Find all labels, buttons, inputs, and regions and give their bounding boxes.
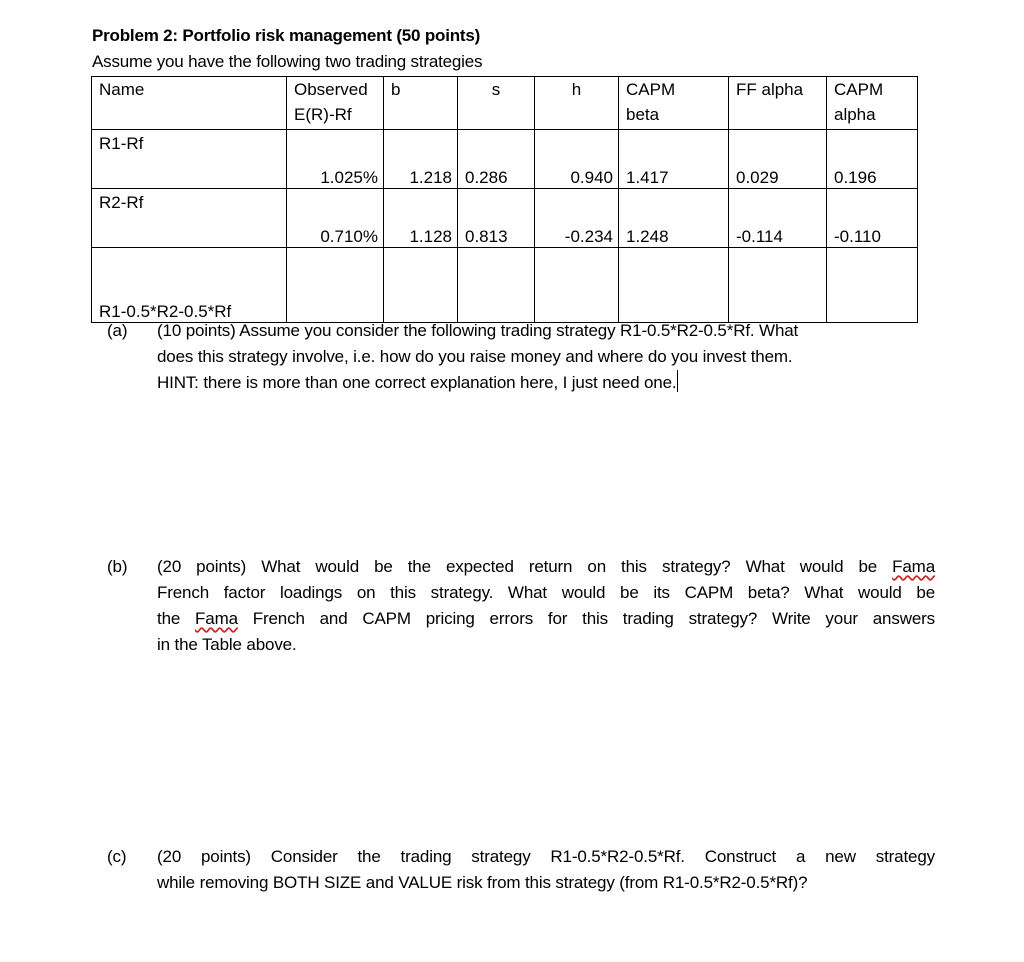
problem-title: Problem 2: Portfolio risk management (50 points) xyxy=(92,26,481,45)
cell-capm-beta[interactable]: 1.248 xyxy=(619,189,729,248)
header-name: Name xyxy=(92,77,287,130)
cell-capm-alpha[interactable] xyxy=(827,248,918,323)
header-ff-alpha: FF alpha xyxy=(729,77,827,130)
row-name: R1-Rf xyxy=(92,130,287,189)
header-s: s xyxy=(458,77,535,130)
cell-b[interactable]: 1.128 xyxy=(384,189,458,248)
problem-intro: Assume you have the following two trading strategies xyxy=(92,52,483,71)
header-h: h xyxy=(535,77,619,130)
row-name: R2-Rf xyxy=(92,189,287,248)
cell-ff-alpha[interactable] xyxy=(729,248,827,323)
cell-ff-alpha[interactable]: -0.114 xyxy=(729,189,827,248)
cell-ff-alpha[interactable]: 0.029 xyxy=(729,130,827,189)
cell-s[interactable] xyxy=(458,248,535,323)
cell-capm-beta[interactable] xyxy=(619,248,729,323)
cell-s[interactable]: 0.813 xyxy=(458,189,535,248)
cell-observed[interactable] xyxy=(287,248,384,323)
header-observed: Observed E(R)-Rf xyxy=(287,77,384,130)
question-a[interactable] xyxy=(107,318,937,398)
question-c-text[interactable]: (20 points) Consider the trading strategy R1-0.5*R2-0.5*Rf. Construct a new strategy while removing BOTH SIZE and VALUE risk from this strategy (from R1-0.5*R2-0.5*Rf)? xyxy=(157,847,935,892)
table-header-row xyxy=(92,77,918,130)
row-name: R1-0.5*R2-0.5*Rf xyxy=(92,248,287,323)
table-row xyxy=(92,248,918,323)
question-b[interactable] xyxy=(107,554,937,664)
question-b-label: (b) xyxy=(107,557,128,576)
spellcheck-word[interactable]: Fama xyxy=(195,609,238,628)
question-a-text[interactable]: (10 points) Assume you consider the following trading strategy R1-0.5*R2-0.5*Rf. What does this strategy involve, i.e. how do you raise money and where do you invest them. HINT: there is more than one correct explanation here, I just need one. xyxy=(157,321,799,392)
cell-s[interactable]: 0.286 xyxy=(458,130,535,189)
question-c-label: (c) xyxy=(107,847,127,866)
cell-capm-alpha[interactable]: 0.196 xyxy=(827,130,918,189)
text-cursor xyxy=(677,370,678,392)
table-row xyxy=(92,189,918,248)
cell-observed[interactable]: 1.025% xyxy=(287,130,384,189)
table-row xyxy=(92,130,918,189)
spellcheck-word[interactable]: Fama xyxy=(892,557,935,576)
cell-b[interactable]: 1.218 xyxy=(384,130,458,189)
header-b: b xyxy=(384,77,458,130)
strategy-table xyxy=(91,76,918,323)
cell-capm-alpha[interactable]: -0.110 xyxy=(827,189,918,248)
cell-observed[interactable]: 0.710% xyxy=(287,189,384,248)
cell-h[interactable]: 0.940 xyxy=(535,130,619,189)
cell-b[interactable] xyxy=(384,248,458,323)
question-c[interactable] xyxy=(107,844,937,900)
question-a-label: (a) xyxy=(107,321,128,340)
header-capm-beta: CAPM beta xyxy=(619,77,729,130)
cell-h[interactable] xyxy=(535,248,619,323)
cell-h[interactable]: -0.234 xyxy=(535,189,619,248)
question-b-text[interactable]: (20 points) What would be the expected return on this strategy? What would be Fama French factor loadings on this strategy. What would be its CAPM beta? What would be the Fama French and CAPM pricing errors for this trading strategy? Write your answers in the Table above. xyxy=(157,557,935,654)
cell-capm-beta[interactable]: 1.417 xyxy=(619,130,729,189)
header-capm-alpha: CAPM alpha xyxy=(827,77,918,130)
